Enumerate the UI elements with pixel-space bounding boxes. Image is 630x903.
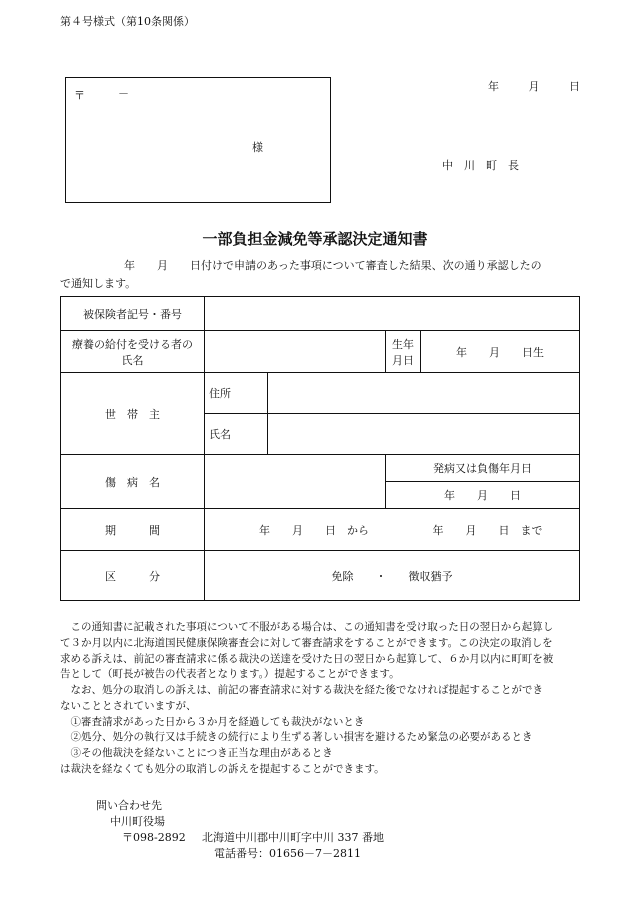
household-head-label: 世 帯 主 bbox=[61, 373, 205, 455]
notice-item-2: ②処分、処分の執行又は手続きの続行により生ずる著しい損害を避けるため緊急の必要があるとき bbox=[70, 731, 533, 744]
contact-postal: 〒098-2892 bbox=[122, 831, 186, 844]
notice-p2-line-2: ないこととされていますが、 bbox=[60, 699, 197, 712]
notice-p1-line-1: この通知書に記載された事項について不服がある場合は、この通知書を受け取った日の翌日から起算し bbox=[70, 621, 554, 633]
form-number: 第４号様式（第10条関係） bbox=[60, 15, 195, 28]
address-field[interactable] bbox=[268, 373, 580, 414]
illness-label: 傷 病 名 bbox=[61, 455, 205, 509]
period-field[interactable] bbox=[205, 509, 580, 551]
onset-date-field[interactable]: 年 月 日 bbox=[386, 482, 580, 509]
contact-address: 北海道中川郡中川町字中川 337 番地 bbox=[202, 831, 384, 844]
birthdate-label-line-1: 生年 bbox=[392, 337, 414, 351]
recipient-name-label bbox=[61, 331, 205, 373]
notice-p1-line-2: て３か月以内に北海道国民健康保険審査会に対して審査請求をすることができます。この決定の取消しを bbox=[60, 636, 553, 649]
issuer: 中 川 町 長 bbox=[442, 159, 519, 172]
notice-closing: は裁決を経なくても処分の取消しの訴えを提起することができます。 bbox=[60, 762, 385, 775]
notice-p2-line-1: なお、処分の取消しの訴えは、前記の審査請求に対する裁決を経た後でなければ提起することができ bbox=[70, 684, 543, 696]
date-year: 年 bbox=[488, 80, 499, 93]
date-line bbox=[488, 79, 580, 95]
period-from: 年 月 日 から bbox=[259, 523, 369, 537]
name-field[interactable] bbox=[268, 414, 580, 455]
contact-phone: 電話番号：01656－7－2811 bbox=[214, 847, 361, 860]
period-to: 年 月 日 まで bbox=[432, 523, 543, 537]
document-title: 一部負担金減免等承認決定通知書 bbox=[202, 230, 428, 248]
intro-line-2: で通知します。 bbox=[60, 277, 137, 290]
name-label: 氏名 bbox=[205, 414, 268, 455]
onset-date-label: 発病又は負傷年月日 bbox=[386, 455, 580, 482]
approval-table bbox=[60, 296, 580, 601]
address-box bbox=[65, 77, 331, 203]
postal-dash: － bbox=[118, 87, 129, 100]
insured-number-label: 被保険者記号・番号 bbox=[61, 297, 205, 331]
period-label: 期 間 bbox=[61, 509, 205, 551]
notice-p1-line-4: 告として（町長が被告の代表者となります。）提起することができます。 bbox=[60, 668, 400, 681]
birthdate-label-line-2: 月日 bbox=[392, 353, 414, 367]
recipient-label-line-1: 療養の給付を受ける者の bbox=[72, 337, 193, 351]
birthdate-field[interactable]: 年 月 日生 bbox=[421, 331, 580, 373]
appeal-notice bbox=[60, 620, 582, 778]
contact-office: 中川町役場 bbox=[110, 815, 165, 828]
notice-item-1: ①審査請求があった日から３か月を経過しても裁決がないとき bbox=[70, 715, 365, 728]
date-month: 月 bbox=[528, 80, 540, 93]
category-label: 区 分 bbox=[61, 551, 205, 601]
insured-number-field[interactable] bbox=[205, 297, 580, 331]
category-field[interactable]: 免除 ・ 徴収猶予 bbox=[205, 551, 580, 601]
recipient-name-field[interactable] bbox=[205, 331, 386, 373]
illness-field[interactable] bbox=[205, 455, 386, 509]
date-day: 日 bbox=[569, 80, 580, 93]
birthdate-label bbox=[386, 331, 421, 373]
recipient-label-line-2: 氏名 bbox=[121, 353, 144, 367]
address-label: 住所 bbox=[205, 373, 268, 414]
contact-heading: 問い合わせ先 bbox=[96, 799, 162, 812]
intro-line-1: 年 月 日付けで申請のあった事項について審査した結果、次の通り承認したの bbox=[124, 259, 542, 272]
notice-p1-line-3: 求める訴えは、前記の審査請求に係る裁決の送達を受けた日の翌日から起算して、６か月以内に町町を被 bbox=[60, 652, 554, 665]
postal-mark: 〒 bbox=[74, 89, 85, 102]
notice-item-3: ③その他裁決を経ないことにつき正当な理由があるとき bbox=[70, 747, 333, 759]
honorific: 様 bbox=[252, 141, 263, 154]
